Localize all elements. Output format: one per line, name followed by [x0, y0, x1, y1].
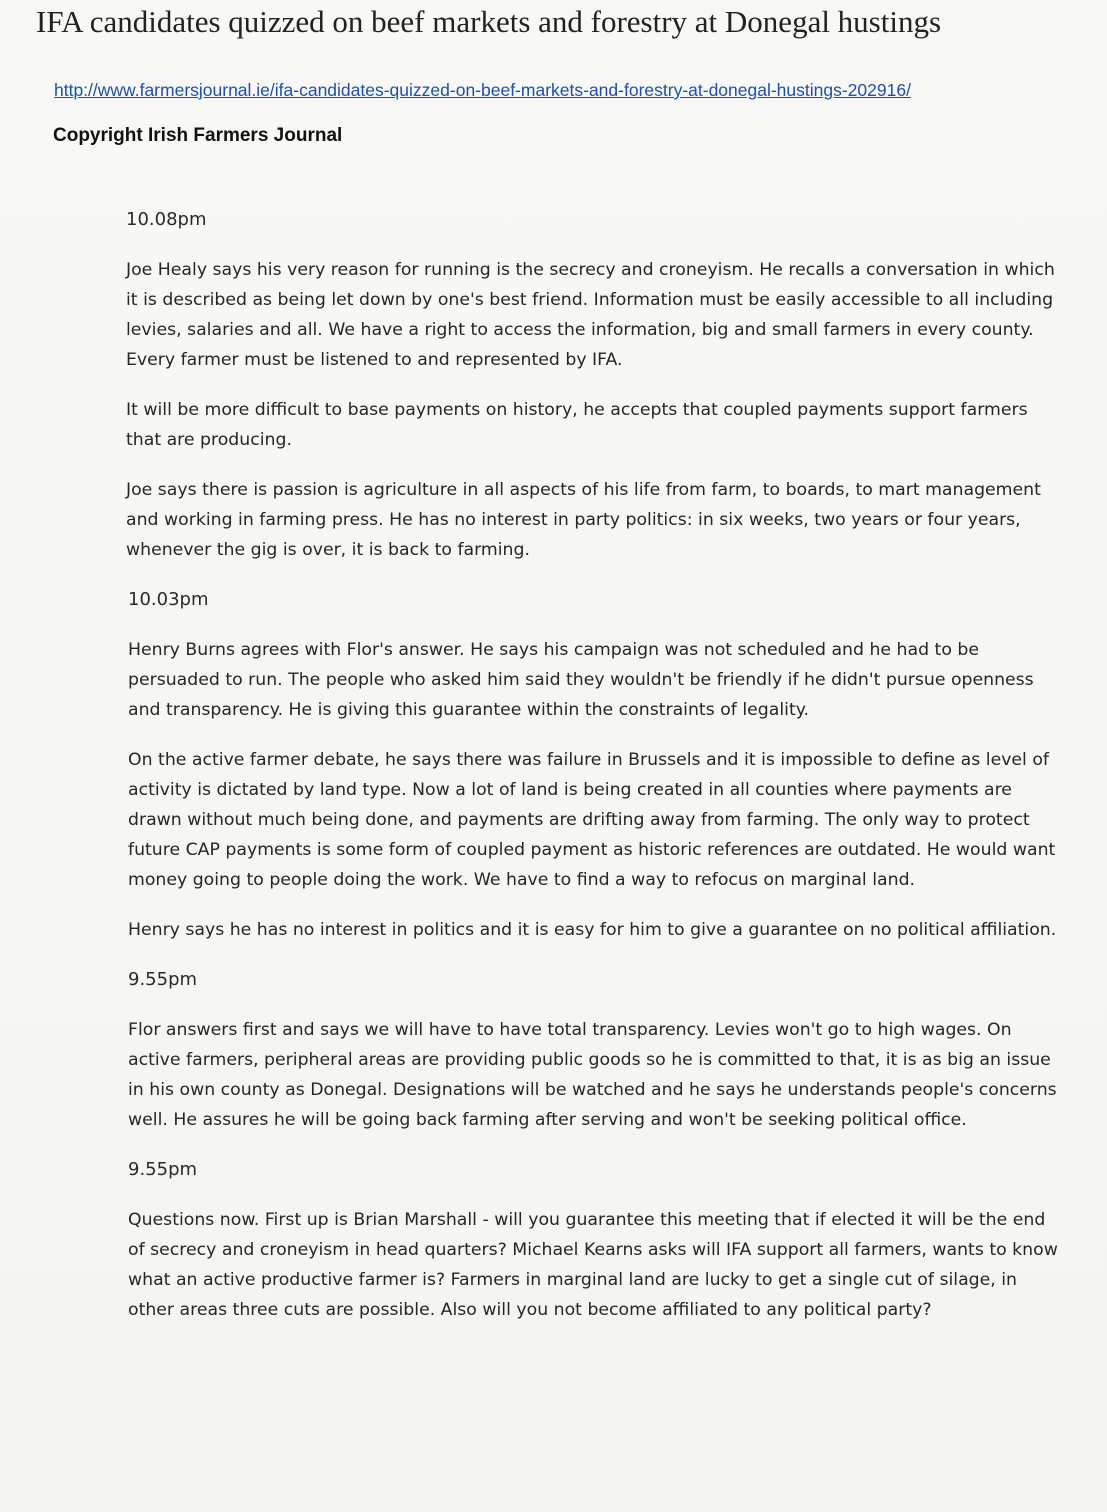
blog-entry-955pm-flor: [128, 965, 1066, 1135]
copyright-notice: Copyright Irish Farmers Journal: [53, 125, 343, 146]
source-url-link[interactable]: http://www.farmersjournal.ie/ifa-candidates-quizzed-on-beef-markets-and-forestry-at-donegal-hustings-202916/: [54, 80, 911, 100]
entry-paragraph: Joe Healy says his very reason for running is the secrecy and croneyism. He recalls a conversation in which it is described as being let down by one's best friend. Information must be easily accessible to all including levies, salaries and all. We have a right to access the information, big and small farmers in every county. Every farmer must be listened to and represented by IFA.: [126, 260, 1055, 370]
entry-paragraph: On the active farmer debate, he says there was failure in Brussels and it is impossible to define as level of activity is dictated by land type. Now a lot of land is being created in all counties where payments are drawn without much being done, and payments are drifting away from farming. The only way to protect future CAP payments is some form of coupled payment as historic references are outdated. He would want money going to people doing the work. We have to find a way to refocus on marginal land.: [128, 750, 1056, 890]
entry-paragraph: Henry says he has no interest in politics and it is easy for him to give a guarantee on no political affiliation.: [128, 920, 1057, 940]
live-blog-body: [126, 205, 1066, 1345]
entry-paragraph: Joe says there is passion is agriculture in all aspects of his life from farm, to boards, to mart management and working in farming press. He has no interest in party politics: in six weeks, two years or four years, whenever the gig is over, it is back to farming.: [126, 480, 1041, 560]
blog-entry-955pm-questions: [128, 1155, 1066, 1325]
blog-entry-1008pm: [126, 205, 1066, 565]
entry-paragraph: Flor answers first and says we will have to have total transparency. Levies won't go to high wages. On active farmers, peripheral areas are providing public goods so he is committed to that, it is as big an issue in his own county as Donegal. Designations will be watched and he says he understands people's concerns well. He assures he will be going back farming after serving and won't be seeking political office.: [128, 1020, 1057, 1130]
entry-timestamp: 10.03pm: [128, 589, 209, 610]
entry-paragraph: It will be more difficult to base payments on history, he accepts that coupled payments support farmers that are producing.: [126, 400, 1028, 450]
entry-paragraph: Henry Burns agrees with Flor's answer. He says his campaign was not scheduled and he had to be persuaded to run. The people who asked him said they wouldn't be friendly if he didn't pursue openness and transparency. He is giving this guarantee within the constraints of legality.: [128, 640, 1034, 720]
entry-paragraph: Questions now. First up is Brian Marshall - will you guarantee this meeting that if elected it will be the end of secrecy and croneyism in head quarters? Michael Kearns asks will IFA support all farmers, wants to know what an active productive farmer is? Farmers in marginal land are lucky to get a single cut of silage, in other areas three cuts are possible. Also will you not become affiliated to any political party?: [128, 1210, 1058, 1320]
entry-timestamp: 9.55pm: [128, 1159, 198, 1180]
entry-timestamp: 10.08pm: [126, 209, 207, 230]
blog-entry-1003pm: [128, 585, 1066, 945]
article-title: IFA candidates quizzed on beef markets and forestry at Donegal hustings: [36, 4, 942, 39]
entry-timestamp: 9.55pm: [128, 969, 198, 990]
